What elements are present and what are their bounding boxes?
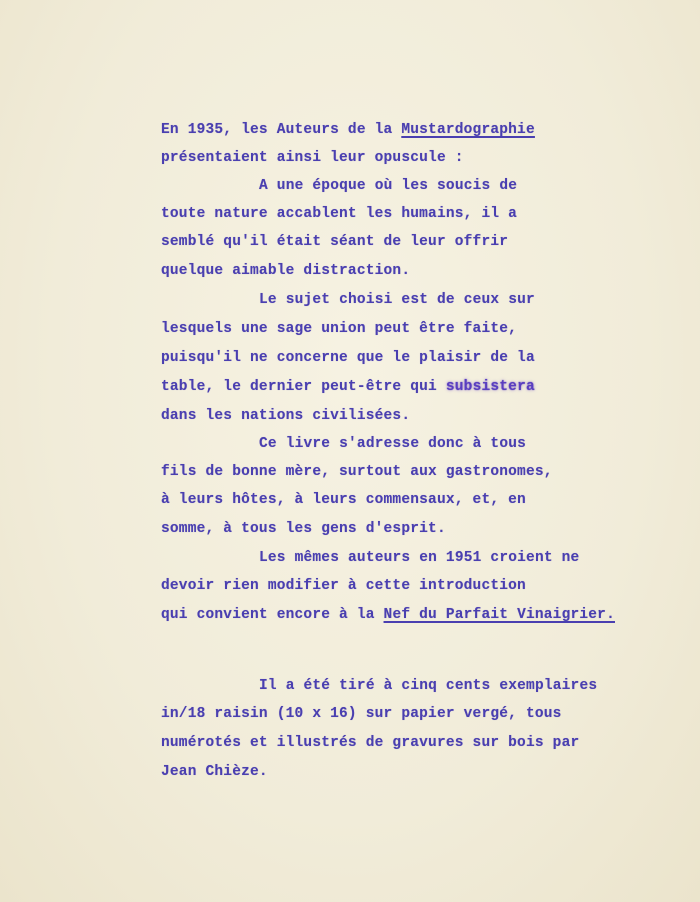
text-line: Jean Chièze. <box>161 764 268 780</box>
text-line: devoir rien modifier à cette introduction <box>161 578 526 594</box>
text-line: fils de bonne mère, surtout aux gastronomes, <box>161 464 553 480</box>
text-line <box>161 379 535 395</box>
text-line: A une époque où les soucis de <box>259 178 518 194</box>
text-line: dans les nations civilisées. <box>161 408 411 424</box>
text-line: à leurs hôtes, à leurs commensaux, et, en <box>161 492 526 508</box>
text-line: somme, à tous les gens d'esprit. <box>161 521 446 537</box>
text-line: in/18 raisin (10 x 16) sur papier vergé, tous <box>161 706 562 722</box>
text-line <box>161 607 615 623</box>
text-line: semblé qu'il était séant de leur offrir <box>161 234 509 250</box>
text-fragment: qui convient encore à la <box>161 607 384 623</box>
text-line: toute nature accablent les humains, il a <box>161 206 518 222</box>
text-line: puisqu'il ne concerne que le plaisir de la <box>161 350 535 366</box>
book-title-nef: Nef du Parfait Vinaigrier. <box>383 607 615 623</box>
text-fragment: En 1935, les Auteurs de la <box>161 122 402 138</box>
text-line: quelque aimable distraction. <box>161 263 411 279</box>
text-line <box>161 122 535 138</box>
text-line: Les mêmes auteurs en 1951 croient ne <box>259 550 580 566</box>
book-title-mustardographie: Mustardographie <box>401 122 535 138</box>
text-fragment: table, le dernier peut-être qui <box>161 379 446 395</box>
text-line: Ce livre s'adresse donc à tous <box>259 436 527 452</box>
text-line: Le sujet choisi est de ceux sur <box>259 292 535 308</box>
text-line: Il a été tiré à cinq cents exemplaires <box>259 678 598 694</box>
text-line: lesquels une sage union peut être faite, <box>161 321 518 337</box>
text-line: présentaient ainsi leur opuscule : <box>161 150 464 166</box>
text-line: numérotés et illustrés de gravures sur bois par <box>161 735 580 751</box>
smudged-word: subsistera <box>445 379 535 395</box>
